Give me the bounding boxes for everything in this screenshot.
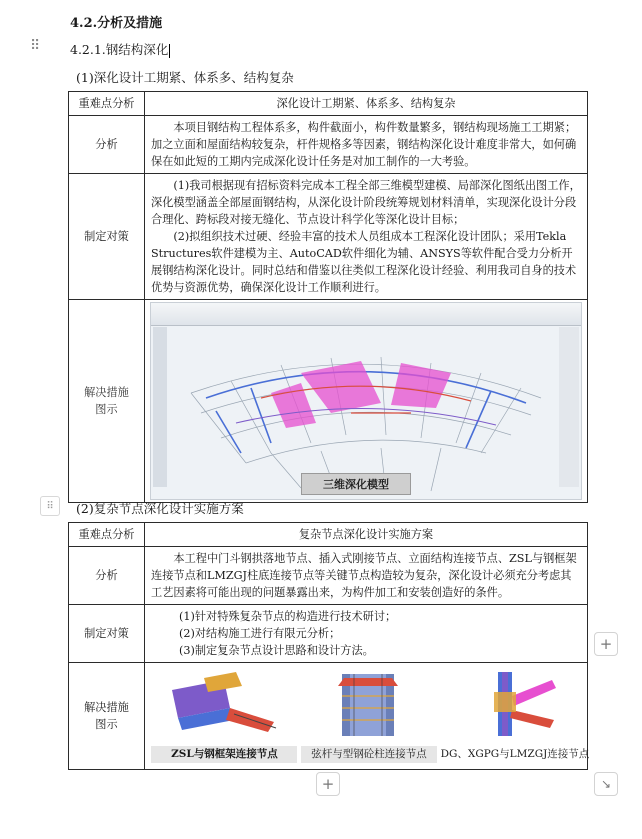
table2-col2-header: 复杂节点深化设计实施方案 xyxy=(145,523,588,547)
table1-solution-label xyxy=(69,300,145,503)
table-row xyxy=(69,605,588,663)
table1-measures-p1: (1)我司根据现有招标资料完成本工程全部三维模型建模、局部深化图纸出图工作，深化模型涵盖全部屋面钢结构，从深化设计阶段统筹规划材料清单，实现深化设计分段合理化、跨标段对接无缝化、节点设计科学化等深化设计目标； xyxy=(151,179,581,226)
table1-image-cell xyxy=(145,300,588,503)
model-image-caption: 三维深化模型 xyxy=(301,473,411,495)
table-row xyxy=(69,174,588,300)
table2-solution-label xyxy=(69,663,145,770)
table-row xyxy=(69,663,588,770)
zsl-node-image xyxy=(164,670,284,738)
table1-analysis-text: 本项目钢结构工程体系多，构件截面小，构件数量繁多，钢结构现场施工工期紧；加之立面和屋面结构较复杂，杆件规格多等因素，钢结构深化设计难度非常大，如何确保在如此短的工期内完成深化设计任务是对加工制作的一大考验。 xyxy=(151,121,577,168)
table-row xyxy=(69,116,588,174)
table2-measures-label: 制定对策 xyxy=(69,605,145,663)
text-caret xyxy=(169,44,170,58)
node-figure-3 xyxy=(440,670,590,763)
node-figure-2 xyxy=(301,670,437,763)
list-item: (2)对结构施工进行有限元分析； xyxy=(179,627,341,640)
table-row xyxy=(69,300,588,503)
table2-analysis-text: 本工程中门斗钢拱落地节点、插入式刚接节点、立面结构连接节点、ZSL与钢框架连接节点和LMZGJ柱底连接节点等关键节点构造较为复杂，深化设计必须充分考虑其工艺因素将可能出现的问题暴露出来，为构件加工和安装创造好的条件。 xyxy=(151,552,577,599)
subsection-heading[interactable] xyxy=(70,40,170,58)
table1-col2-header: 深化设计工期紧、体系多、结构复杂 xyxy=(145,92,588,116)
table-section2 xyxy=(68,522,588,770)
list-item: (1)针对特殊复杂节点的构造进行技术研讨； xyxy=(179,610,397,623)
resize-icon: ↘ xyxy=(600,777,612,791)
section2-title: (2)复杂节点深化设计实施方案 xyxy=(76,501,244,516)
add-row-button[interactable] xyxy=(316,772,340,796)
steel-model-drawing xyxy=(151,303,581,499)
table1-measures-cell xyxy=(145,174,588,300)
plus-icon: + xyxy=(599,635,613,653)
plus-icon: + xyxy=(321,775,335,793)
table2-analysis-label: 分析 xyxy=(69,547,145,605)
table1-analysis-cell xyxy=(145,116,588,174)
table2-solution-label-line1: 解决措施 xyxy=(84,701,129,714)
chord-column-node-image xyxy=(314,670,424,738)
table-row xyxy=(69,547,588,605)
resize-handle-button[interactable] xyxy=(594,772,618,796)
table1-solution-label-line1: 解决措施 xyxy=(84,386,129,399)
table2-analysis-cell xyxy=(145,547,588,605)
drag-handle-icon[interactable]: ⠿ xyxy=(40,496,60,516)
subsection-heading-text: 4.2.1.钢结构深化 xyxy=(70,42,169,57)
table1-measures-label: 制定对策 xyxy=(69,174,145,300)
node-caption-3: DG、XGPG与LMZGJ连接节点 xyxy=(440,747,590,760)
section1-title: (1)深化设计工期紧、体系多、结构复杂 xyxy=(76,70,294,85)
drag-handle-icon[interactable]: ⠿ xyxy=(30,38,39,54)
add-block-button[interactable] xyxy=(594,632,618,656)
node-caption-1: ZSL与钢框架连接节点 xyxy=(151,746,297,763)
table-section1 xyxy=(68,91,588,503)
model-screenshot-image xyxy=(150,302,582,500)
table1-analysis-label: 分析 xyxy=(69,116,145,174)
dg-node-image xyxy=(456,670,566,738)
table1-col1-header: 重难点分析 xyxy=(69,92,145,116)
section-heading: 4.2.分析及措施 xyxy=(70,16,163,31)
table-row xyxy=(69,523,588,547)
table2-col1-header: 重难点分析 xyxy=(69,523,145,547)
table2-solution-label-line2: 图示 xyxy=(95,718,118,731)
node-figure-1 xyxy=(151,670,297,763)
list-item: (3)制定复杂节点设计思路和设计方法。 xyxy=(179,644,374,657)
table2-image-cell xyxy=(145,663,588,770)
table1-measures-p2: (2)拟组织技术过硬、经验丰富的技术人员组成本工程深化设计团队；采用Tekla Structures软件建模为主、AutoCAD软件细化为辅、ANSYS等软件配合受力分析开展钢结构深化设计。同时总结和借鉴以往类似工程深化设计经验、利用我司自身的技术优势与资源优势，确保深化设计工作顺利进行。 xyxy=(151,230,577,294)
table1-solution-label-line2: 图示 xyxy=(95,403,118,416)
table2-measures-cell xyxy=(145,605,588,663)
node-caption-2: 弦杆与型钢砼柱连接节点 xyxy=(301,746,437,763)
table-row xyxy=(69,92,588,116)
